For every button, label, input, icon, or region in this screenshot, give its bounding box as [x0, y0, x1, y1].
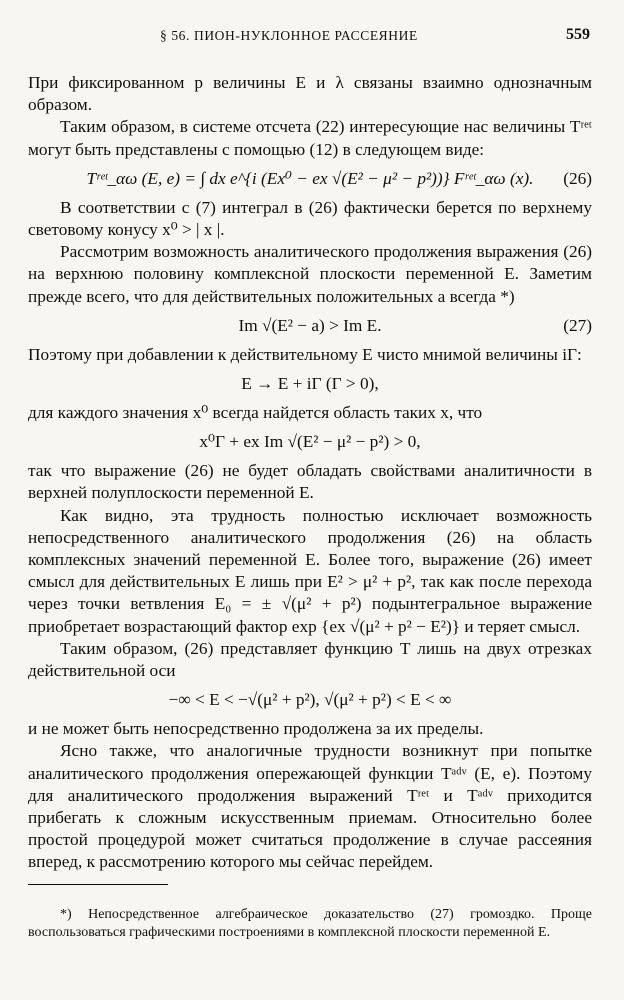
paragraph-1: При фиксированном p величины E и λ связаны взаимно однозначным образом. — [28, 73, 592, 115]
paragraph-11: Ясно также, что аналогичные трудности возникнут при попытке аналитического продолжения опережающей функции Tᵃᵈᵛ (E, e). Поэтому для аналитического продолжения выражений Tʳᵉᵗ и Tᵃᵈᵛ приходится прибегать к сложным искусственным приемам. Относительно более простой процедурой может считаться продолжение в случае рассеяния вперед, к рассмотрению которого мы сейчас перейдем. — [28, 741, 592, 872]
paragraph-5: Поэтому при добавлении к действительному E чисто мнимой величины iΓ: — [28, 344, 582, 364]
equation-27-body: Im √(E² − a) > Im E. — [238, 315, 382, 335]
running-title: § 56. ПИОН-НУКЛОННОЕ РАССЕЯНИЕ — [160, 28, 418, 43]
paragraph-10: и не может быть непосредственно продолжена за их пределы. — [28, 719, 484, 739]
equation-26 — [28, 167, 592, 191]
paragraph-2: Таким образом, в системе отсчета (22) интересующие нас величины Tʳᵉᵗ могут быть представлены с помощью (12) в следующем виде: — [28, 117, 592, 159]
equation-shift-body: E → E + iΓ (Γ > 0), — [241, 374, 379, 394]
page-number: 559 — [566, 26, 590, 43]
paragraph-9: Таким образом, (26) представляет функцию T лишь на двух отрезках действительной оси — [28, 638, 592, 681]
paragraph-6: для каждого значения x⁰ всегда найдется область таких x, что — [28, 403, 483, 423]
equation-27 — [28, 314, 592, 338]
equation-shift — [28, 372, 592, 396]
equation-26-number: (26) — [563, 168, 592, 188]
equation-condition-body: x⁰Γ + ex Im √(E² − μ² − p²) > 0, — [199, 432, 421, 452]
footnote-rule — [28, 884, 168, 885]
equation-27-number: (27) — [563, 315, 592, 335]
paragraph-8: Как видно, эта трудность полностью исключает возможность непосредственного аналитического продолжения (26) на область комплексных значений переменной E. Более того, выражение (26) имеет смысл для действительных E лишь при E² > μ² + p², так как после перехода через точки ветвления E₀ = ± √(μ² + p²) подынтегральное выражение приобретает возрастающий фактор exp {ex √(μ² + p² − E²)} и теряет смысл. — [28, 505, 592, 636]
paragraph-4: Рассмотрим возможность аналитического продолжения выражения (26) на верхнюю половину комплексной плоскости переменной E. Заметим прежде всего, что для действительных положительных a всегда *) — [28, 242, 592, 306]
paragraph-7: так что выражение (26) не будет обладать свойствами аналитичности в верхней полуплоскости переменной E. — [28, 461, 592, 503]
equation-intervals — [28, 688, 592, 712]
paragraph-3: В соответствии с (7) интеграл в (26) фактически берется по верхнему световому конусу x⁰ > | x |. — [28, 197, 592, 240]
running-header — [0, 28, 624, 52]
equation-26-body: Tʳᵉᵗ_αω (E, e) = ∫ dx e^{i (Ex⁰ − ex √(E² − μ² − p²))} Fʳᵉᵗ_αω (x). — [86, 168, 534, 188]
footnote: *) Непосредственное алгебраическое доказательство (27) громоздко. Проще воспользоваться графическими построениями в комплексной плоскости переменной E. — [28, 907, 592, 940]
equation-intervals-body: −∞ < E < −√(μ² + p²), √(μ² + p²) < E < ∞ — [168, 690, 452, 710]
equation-condition — [28, 430, 592, 454]
page-body — [28, 72, 592, 874]
